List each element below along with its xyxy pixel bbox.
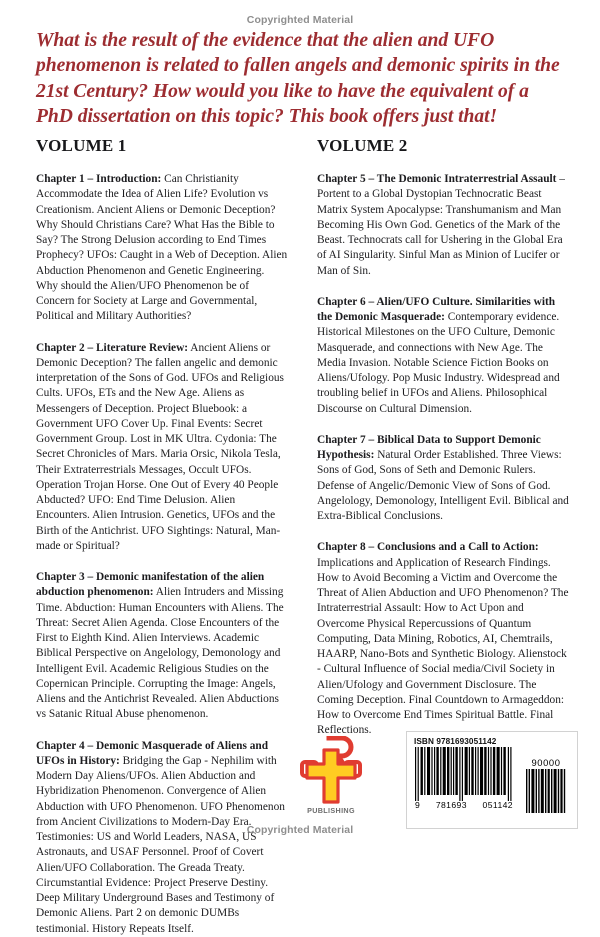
chapter-heading: Chapter 3 – Demonic manifestation of the alien abduction phenomenon: [36,571,265,599]
ean-left-group: 781693 [435,800,467,810]
chapter-heading: Chapter 7 – Biblical Data to Support Demonic Hypothesis: [317,433,541,461]
chapter-heading: Chapter 4 – Demonic Masquerade of Aliens and UFOs in History: [36,739,269,767]
back-cover-headline: What is the result of the evidence that the alien and UFO phenomenon is related to fallen angels and demonic spirits in the 21st Century? How would you like to have the equivalent of a PhD dissertation on this topic? This book offers just that! [36,30,560,127]
ean13-digits [414,800,514,810]
volume-2-title: VOLUME 2 [317,136,408,155]
chapter-entry [36,341,289,555]
isbn-label: ISBN 9781693051142 [414,737,497,746]
publisher-logo-block [294,736,368,815]
chapter-entry [317,540,570,738]
price-addon-barcode [525,747,567,813]
chapter-heading: Chapter 8 – Conclusions and a Call to Action: [317,541,539,554]
chapter-entry [36,739,289,937]
chapter-heading: Chapter 2 – Literature Review: [36,341,189,354]
chapter-entry [36,570,289,723]
cross-and-r-icon [299,736,363,804]
chapter-body: – Portent to a Global Dystopian Technocratic Beast Matrix System Apocalypse: Transhumanism and Man Becoming His Own God. Genetics of the Mark of the Beast. Technocrats call for Ushering in the Global Era of AI Singularity. Sinful Man as Minion of Lucifer or Man of Sin. [317,173,565,277]
chapter-entry [317,295,570,417]
copyrighted-material-notice-bottom: Copyrighted Material [246,824,354,836]
chapter-entry [317,433,570,525]
chapter-heading: Chapter 5 – The Demonic Intraterrestrial Assault [317,173,557,185]
ean13-barcode [414,747,514,810]
chapter-body: Bridging the Gap - Nephilim with Modern Day Aliens/UFOs. Alien Abduction and Hybridization Phenomenon. Convergence of Alien Abduction with UFO Phenomenon. UFO Phenomenon from Ancient Civilizations to Modern-Day Era. Testimonies: US and World Leaders, NASA, US Astronauts, and USAF Personnel. Proof of Covert Alien/UFO Collaboration. The Greada Treaty. Circumstantial Evidence: Project Preserve Destiny. Deep Military Underground Bases and Testimony of Demonic Aliens. Part 2 on demonic DUMBs testimonial. History Repeats Itself. [36,754,285,935]
volume-1-title: VOLUME 1 [36,136,127,155]
chapter-body: Can Christianity Accommodate the Idea of Alien Life? Evolution vs Creationism. Ancient Aliens or Demonic Deception? Why Should Christians Care? What Has the Bible to Say? The Strong Delusion according to End Times Prophecy? UFOs: Caught in a Web of Deception. Alien Abduction Phenomenon and Genetic Engineering. Why should the Alien/UFO Phenomenon be of Concern for Society at Large and Governmental, Political and Military Authorities? [36,173,288,323]
volume-1-column [36,136,289,937]
copyrighted-material-notice-top: Copyrighted Material [246,14,354,26]
ean-right-group: 051142 [482,800,513,810]
chapter-entry [317,172,570,279]
isbn-barcode-block [406,731,578,829]
addon-digits: 90000 [531,757,561,768]
chapter-body: Contemporary evidence. Historical Milestones on the UFO Culture, Demonic Masquerade, and connections with New Age. The Media Invasion. Notable Science Fiction Books on Aliens/Ufology. Pop Music Industry. Widespread and troubling belief in UFOs and Aliens. Philosophical Discourse on Cultural Dimension. [317,311,560,415]
chapter-heading: Chapter 1 – Introduction: [36,173,162,185]
chapter-body: Alien Intruders and Missing Time. Abduction: Human Encounters with Aliens. The Threat: Secret Alien Agenda. Close Encounters of the First to Eighth Kind. Alien Interviews. Academic Biblical Perspective on Angelology, Demonology and Intelligent Evil. Academic Religious Studies on the Copernican Principle. Corrupting the Image: Angels, Aliens and the Antichrist Revealed. Alien Abductions vs Satanic Ritual Abuse phenomenon. [36,586,284,721]
chapter-entry [36,172,289,325]
chapter-heading: Chapter 6 – Alien/UFO Culture. Similarities with the Demonic Masquerade: [317,295,556,323]
chapter-body: Natural Order Established. Three Views: Sons of God, Sons of Seth and Demonic Rulers. Defense of Angelic/Demonic View of Sons of God. Angelology, Demonology, Intelligent Evil. Biblical and Extra-Biblical Conclusions. [317,449,569,522]
publisher-name: PUBLISHING [307,806,355,815]
barcode-row [414,747,570,813]
chapter-body: Implications and Application of Research Findings. How to Avoid Becoming a Victim and Overcome the Threat of Alien Abduction and UFO Phenomenon? The Intraterrestrial Assault: How to Act Upon and Overcome Physical Repercussions of Quantum Computing, Data Mining, Robotics, AI, Chemtrails, HAARP, Nano-Bots and Synthetic Biology. Alienstock - Cultural Influence of Social media/Civil Society in Alien/Ufology and Government Disclosure. The Coming Deception. Final Countdown to Armageddon: How to Overcome End Times Spiritual Battle. Final Reflections. [317,556,569,737]
ean-check-digit: 9 [415,800,421,810]
chapter-body: Ancient Aliens or Demonic Deception? The fallen angelic and demonic interpretation of the Sons of God. UFOs and Religious Cults. UFOs, ETs and the New Age. Aliens as Messengers of Deception. Project Bluebook: a Government UFO Cover Up. Final Events: Secret Government Group. Lost in MK Ultra. Cydonia: The Secret Chronicles of Mars. Maria Orsic, Nikola Tesla, Their Extraterrestrials Messages, Occult UFOs. Operation Trojan Horse. One Out of Every 40 People Abducted? UFO: End Time Delusion. Alien Encounters. Alien Intrusion. Genetics, UFOs and the Birth of the Antichrist. UFO Sightings: Natural, Man-made or Spiritual? [36,341,284,552]
